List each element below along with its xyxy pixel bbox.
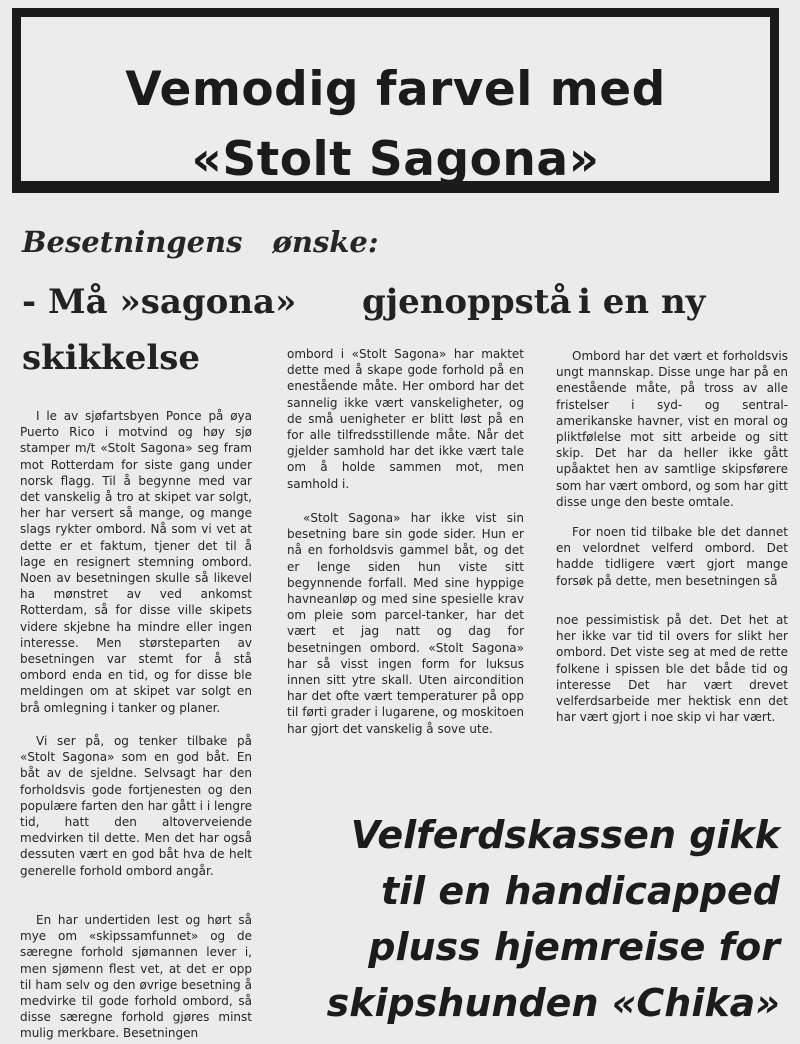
paragraph-text: Vi ser på, og tenker tilbake på «Stolt Sagona» som en god båt. En båt av de sjeldne. Selvsagt har den forholdsvis gode fortjenesten og den populære farten den har gått i i lengre tid, hatt den altoverveiende medvirken til dette. Men det har også dessuten vært en god båt hva de helt generelle forhold ombord angår. (20, 734, 252, 878)
headline-part-2: gjenoppstå (362, 282, 572, 322)
article-title-line-2: «Stolt Sagona» (191, 132, 600, 187)
secondary-headline (300, 807, 780, 1031)
paragraph-text: Ombord har det vært et forholdsvis ungt mannskap. Disse unge har på en enestående måte, på tross av alle fristelser i syd- og sentral-amerikanske havner, vist en moral og pliktfølelse mot sitt arbeide og sitt skip. Det har da heller ikke gått upåaktet hen av samtlige skipsførere som har vært ombord, og som har gitt disse unge den beste omtale. (556, 349, 788, 509)
secondary-headline-line-3: pluss hjemreise for (368, 925, 780, 969)
column-3-paragraph-2 (556, 524, 788, 589)
column-2-paragraph-2 (287, 510, 524, 737)
headline-part-1: - Må »sagona» (22, 282, 297, 322)
paragraph-text: «Stolt Sagona» har ikke vist sin besetning bare sin gode sider. Hun er nå en forholdsvis gammel båt, og det er lenge siden hun viste sitt begynnende forfall. Med sine hyppige havneanløp og med sine spesielle krav om pleie som parcel-tanker, har det vært et jag natt og dag for besetningen ombord. «Stolt Sagona» har så visst ingen form for luksus innen sitt ytre skall. Uten aircondition har det ofte vært temperaturer på opp til førti grader i lugarene, og moskitoen har gjort det vanskelig å sove ute. (287, 511, 524, 736)
title-box (12, 8, 779, 193)
column-3-paragraph-1 (556, 348, 788, 510)
paragraph-text: ombord i «Stolt Sagona» har maktet dette med å skape gode forhold på en enestående måte. Her ombord har det sannelig ikke vært vanskeligheter, og de små uenigheter er blitt løst på en for alle tilfredsstillende måte. Når det gjelder samhold har det ikke vært tale om å holde sammen mot, men samhold i. (287, 347, 524, 491)
paragraph-text: For noen tid tilbake ble det dannet en velordnet velferd ombord. Det hadde tidligere vært gjort mange forsøk på dette, men besetningen så (556, 525, 788, 588)
headline-part-3: i en ny (578, 282, 706, 322)
column-3-paragraph-3 (556, 612, 788, 725)
secondary-headline-line-1: Velferdskassen gikk (350, 813, 780, 857)
column-1-paragraph-3 (20, 912, 252, 1042)
secondary-headline-line-4: skipshunden «Chika» (326, 981, 780, 1025)
column-1-paragraph-2 (20, 733, 252, 879)
column-1-paragraph-1 (20, 408, 252, 716)
article-title-line-1: Vemodig farvel med (125, 62, 666, 117)
column-2-paragraph-1 (287, 346, 524, 492)
paragraph-text: En har undertiden lest og hørt så mye om «skipssamfunnet» og de særegne forhold sjømannen lever i, men sjømenn flest vet, at det er opp til ham selv og den øvrige besetning å medvirke til gode forhold ombord, så disse særegne forhold gjøres minst mulig merkbare. Besetningen (20, 913, 252, 1041)
headline-part-4: skikkelse (22, 338, 201, 378)
paragraph-text: noe pessimistisk på det. Det het at her ikke var tid til overs for slikt her ombord. Det viste seg at med de rette folkene i spissen ble det både tid og interesse Det har vært drevet velferdsarbeide mer hektisk enn det har vært gjort i noe skip vi har vært. (556, 613, 788, 725)
kicker: Besetningens ønske: (22, 225, 379, 259)
paragraph-text: I le av sjøfartsbyen Ponce på øya Puerto Rico i motvind og høy sjø stamper m/t «Stolt Sagona» seg fram mot Rotterdam for siste gang under norsk flagg. Til å begynne med var det vanskelig å tro at skipet var solgt, her har versert så mange, og mange slags rykter ombord. Nå som vi vet at dette er et faktum, tjener det til å lage en resignert stemning ombord. Noen av besetningen skulle så likevel ha mønstret av ved ankomst Rotterdam, så for disse ville skipets videre skjebne ha mindre eller ingen interesse. Men størsteparten av besetningen var stemt for å stå ombord enda en tid, og for disse ble meldingen om at skipet var solgt en brå omlegning i tanker og planer. (20, 409, 252, 715)
secondary-headline-line-2: til en handicapped (380, 869, 780, 913)
